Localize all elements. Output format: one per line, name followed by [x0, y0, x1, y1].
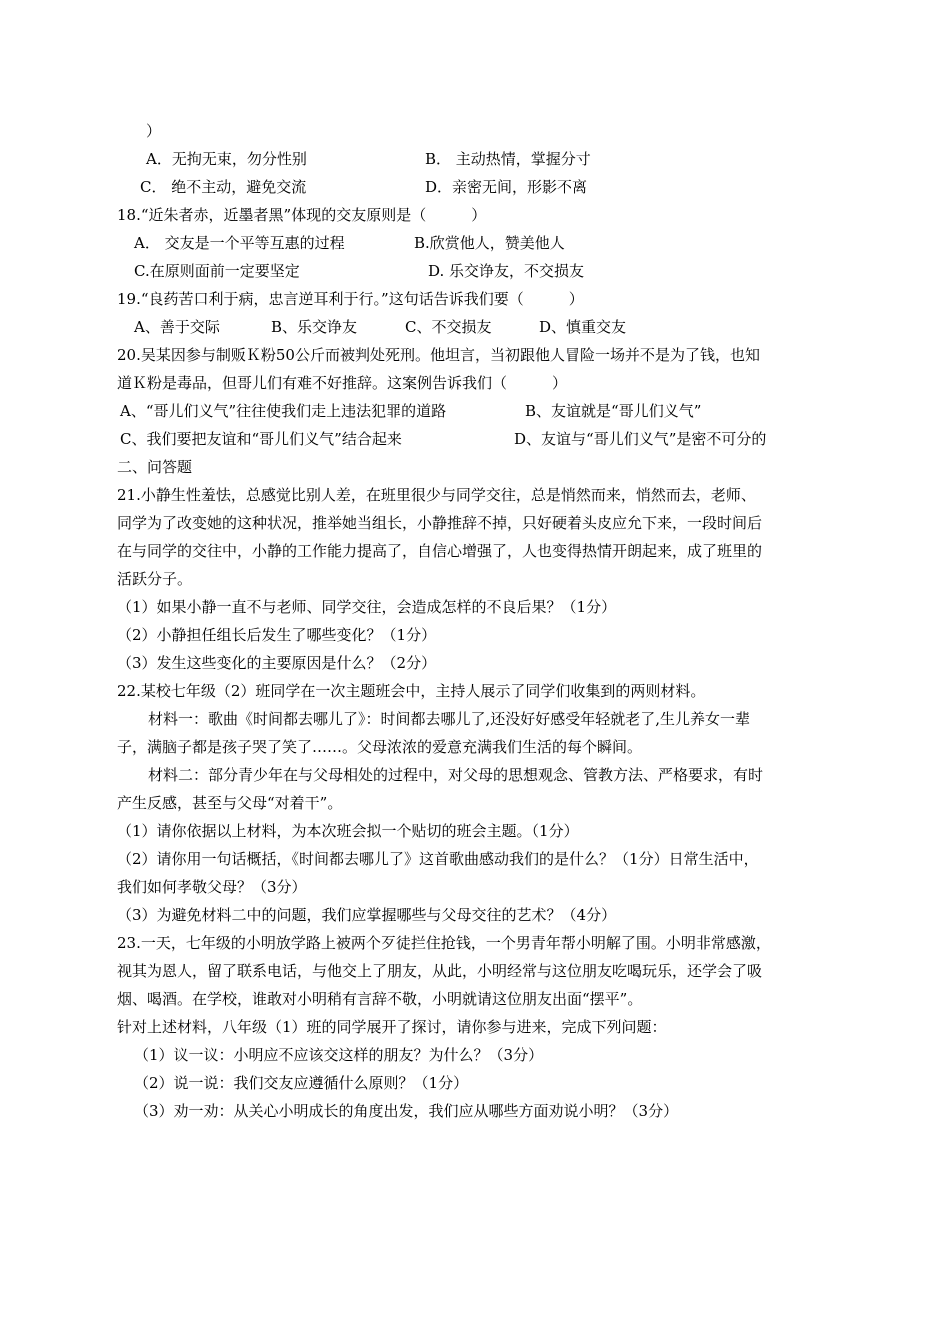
q18-stem: 18.“近朱者赤，近墨者黑”体现的交友原则是（ ） — [117, 206, 487, 224]
q17-option-b: B． 主动热情，掌握分寸 — [425, 150, 591, 168]
q21-passage-line1: 21.小静生性羞怯，总感觉比别人差，在班里很少与同学交往，总是悄然而来，悄然而去，老师、 — [117, 486, 756, 504]
q20-option-a: A、“哥儿们义气”往往使我们走上违法犯罪的道路 — [120, 402, 447, 420]
q19-option-b: B、乐交诤友 — [271, 318, 358, 336]
q22-subquestion-3: （3）为避免材料二中的问题，我们应掌握哪些与父母交往的艺术？（4分） — [117, 906, 617, 924]
q21-subquestion-3: （3）发生这些变化的主要原因是什么？（2分） — [117, 654, 437, 672]
q21-subquestion-1: （1）如果小静一直不与老师、同学交往，会造成怎样的不良后果？（1分） — [117, 598, 617, 616]
q23-passage-line3: 烟、喝酒。在学校，谁敢对小明稍有言辞不敬，小明就请这位朋友出面“摆平”。 — [117, 990, 643, 1008]
q23-subquestion-1: （1）议一议：小明应不应该交这样的朋友？为什么？（3分） — [134, 1046, 544, 1064]
q22-subquestion-2-line1: （2）请你用一句话概括，《时间都去哪儿了》这首歌曲感动我们的是什么？（1分）日常生活中， — [117, 850, 759, 868]
q23-passage-line2: 视其为恩人，留了联系电话，与他交上了朋友，从此，小明经常与这位朋友吃喝玩乐，还学会了吸 — [117, 962, 763, 980]
q22-subquestion-2-line2: 我们如何孝敬父母？（3分） — [117, 878, 307, 896]
q20-option-d: D、友谊与“哥儿们义气”是密不可分的 — [514, 430, 767, 448]
q22-material1-line2: 子，满脑子都是孩子哭了笑了……。父母浓浓的爱意充满我们生活的每个瞬间。 — [117, 738, 643, 756]
q17-option-d: D．亲密无间，形影不离 — [425, 178, 588, 196]
q18-option-b: B.欣赏他人，赞美他人 — [414, 234, 565, 252]
q19-option-c: C、不交损友 — [405, 318, 492, 336]
q17-stem-tail: ） — [146, 122, 162, 140]
section-heading: 二、问答题 — [117, 458, 193, 476]
q21-passage-line4: 活跃分子。 — [117, 570, 193, 588]
q22-stem: 22.某校七年级（2）班同学在一次主题班会中，主持人展示了同学们收集到的两则材料。 — [117, 682, 706, 700]
q21-passage-line3: 在与同学的交往中，小静的工作能力提高了，自信心增强了，人也变得热情开朗起来，成了班里的 — [117, 542, 763, 560]
q21-subquestion-2: （2）小静担任组长后发生了哪些变化？（1分） — [117, 626, 437, 644]
q18-option-c: C.在原则面前一定要坚定 — [134, 262, 300, 280]
q23-subquestion-2: （2）说一说：我们交友应遵循什么原则？（1分） — [134, 1074, 469, 1092]
q21-passage-line2: 同学为了改变她的这种状况，推举她当组长，小静推辞不掉，只好硬着头皮应允下来，一段时间后 — [117, 514, 763, 532]
q23-passage-line1: 23.一天，七年级的小明放学路上被两个歹徒拦住抢钱，一个男青年帮小明解了围。小明非常感激， — [117, 934, 771, 952]
q22-material2-line2: 产生反感，甚至与父母“对着干”。 — [117, 794, 343, 812]
q23-subquestion-3: （3）劝一劝：从关心小明成长的角度出发，我们应从哪些方面劝说小明？（3分） — [134, 1102, 679, 1120]
q17-option-a: A．无拘无束，勿分性别 — [146, 150, 307, 168]
q19-stem: 19.“良药苦口利于病，忠言逆耳利于行。”这句话告诉我们要（ ） — [117, 290, 584, 308]
q22-subquestion-1: （1）请你依据以上材料，为本次班会拟一个贴切的班会主题。（1分） — [117, 822, 579, 840]
q20-option-c: C、我们要把友谊和“哥儿们义气”结合起来 — [120, 430, 402, 448]
q19-option-a: A、善于交际 — [134, 318, 220, 336]
q20-stem-line2: 道Ｋ粉是毒品，但哥儿们有难不好推辞。这案例告诉我们（ ） — [117, 374, 568, 392]
q17-option-c: C． 绝不主动，避免交流 — [140, 178, 307, 196]
q22-material1-line1: 材料一：歌曲《时间都去哪儿了》：时间都去哪儿了,还没好好感受年轻就老了,生儿养女一辈 — [148, 710, 751, 728]
q22-material2-line1: 材料二：部分青少年在与父母相处的过程中，对父母的思想观念、管教方法、严格要求，有时 — [148, 766, 764, 784]
q23-passage-line4: 针对上述材料，八年级（1）班的同学展开了探讨，请你参与进来，完成下列问题： — [117, 1018, 667, 1036]
q20-stem-line1: 20.吴某因参与制贩Ｋ粉50公斤而被判处死刑。他坦言，当初跟他人冒险一场并不是为了钱，也知 — [117, 346, 760, 364]
q18-option-a: A． 交友是一个平等互惠的过程 — [134, 234, 345, 252]
q19-option-d: D、慎重交友 — [539, 318, 627, 336]
q20-option-b: B、友谊就是“哥儿们义气” — [525, 402, 702, 420]
q18-option-d: D. 乐交诤友，不交损友 — [428, 262, 585, 280]
